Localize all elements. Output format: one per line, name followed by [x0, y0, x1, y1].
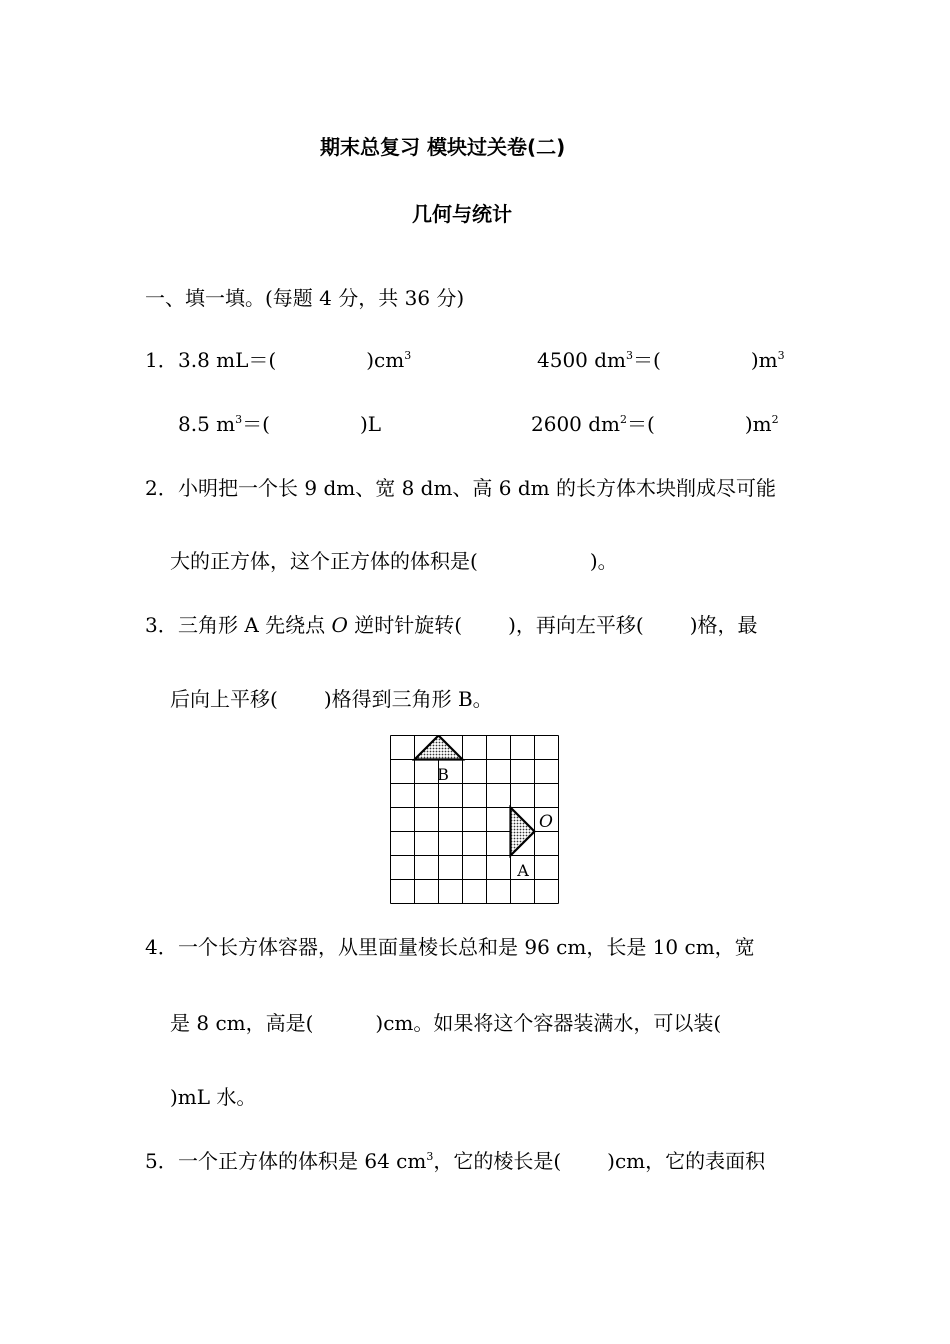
q4-line-3: )mL 水。 [170, 1085, 257, 1109]
q3-line-2: 后向上平移( )格得到三角形 B。 [170, 687, 493, 711]
rotation-grid-figure [390, 735, 560, 905]
question-3-number: 3． [145, 613, 178, 637]
q2-line-1: 小明把一个长 9 dm、宽 8 dm、高 6 dm 的长方体木块削成尽可能 [178, 476, 776, 500]
triangle-b [415, 736, 463, 760]
grid-lines [391, 736, 559, 904]
q2-line-2: 大的正方体，这个正方体的体积是( )。 [170, 549, 618, 573]
q1-item-c: 8.5 $m^3=$( )L [178, 412, 382, 436]
q1-item-b: 4500 $dm^3=$( )$m^3$ [537, 348, 785, 372]
question-1-number: 1． [145, 348, 178, 372]
q3-line-1: 三角形 A 先绕点 O 逆时针旋转( )，再向左平移( )格，最 [178, 613, 758, 637]
q5-line-1: 一个正方体的体积是 64 $cm^3$，它的棱长是( )cm，它的表面积 [178, 1149, 766, 1173]
label-o: O [539, 812, 553, 832]
q1-item-d: 2600 $dm^2=$( )$m^2$ [531, 412, 779, 436]
section-heading: 一、填一填。(每题 4 分，共 36 分) [145, 286, 465, 310]
question-2-number: 2． [145, 476, 178, 500]
triangle-a [511, 808, 535, 856]
question-4-number: 4． [145, 935, 178, 959]
question-5-number: 5． [145, 1149, 178, 1173]
label-a: A [517, 861, 529, 880]
q1-item-a: 3.8 mL＝( )$cm^3$ [178, 348, 412, 372]
q4-line-2: 是 8 cm，高是( )cm。如果将这个容器装满水，可以装( [170, 1011, 722, 1035]
page-subtitle: 几何与统计 [412, 202, 512, 226]
q4-line-1: 一个长方体容器，从里面量棱长总和是 96 cm，长是 10 cm，宽 [178, 935, 755, 959]
page-title: 期末总复习 模块过关卷(二) [320, 135, 566, 159]
label-b: B [437, 765, 449, 784]
